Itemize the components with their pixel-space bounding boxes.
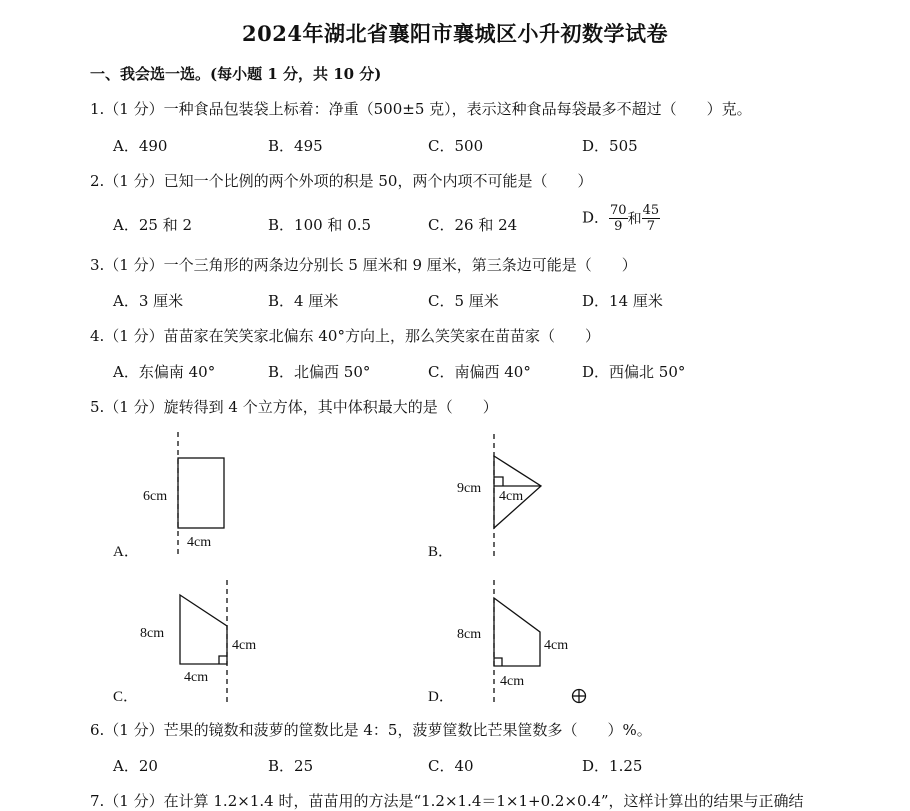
fig-c-right-label: 4cm [232,638,257,653]
q1-option-c[interactable]: C．500 [428,137,484,155]
q2-option-c[interactable]: C．26 和 24 [428,216,518,234]
q2-option-d[interactable]: D． $\frac{70}{9}$ 和 $\frac{45}{7}$ [582,203,660,234]
fig-a-height-label: 6cm [143,489,168,504]
section-heading: 一、我会选一选。(每小题 1 分，共 10 分) [90,65,382,83]
q2-option-a[interactable]: A．25 和 2 [113,216,192,234]
q2-option-b[interactable]: B．100 和 0.5 [268,216,372,234]
fig-a-rectangle [178,458,224,528]
question-6: 6.（1 分）芒果的镜数和菠萝的筐数比是 4：5，菠萝筐数比芒果筐数多（ ）%。 [90,721,652,739]
q4-option-d[interactable]: D．西偏北 50° [582,363,686,381]
fig-a-letter: A． [113,544,139,560]
q3-option-c[interactable]: C．5 厘米 [428,292,499,310]
q6-option-d[interactable]: D．1.25 [582,757,643,775]
fig-c-letter: C． [113,689,139,705]
q3-option-d[interactable]: D．14 厘米 [582,292,663,310]
fig-c-left-label: 8cm [140,626,165,641]
question-7: 7.（1 分）在计算 1.2×1.4 时，苗苗用的方法是“1.2×1.4＝1×1+0.2×0.4”，这样计算出的结果与正确结 [90,792,804,810]
fig-d-bottom-label: 4cm [500,674,525,689]
q6-option-a[interactable]: A．20 [113,757,158,775]
q1-option-a[interactable]: A．490 [113,137,168,155]
q4-option-b[interactable]: B．北偏西 50° [268,363,371,381]
question-5: 5.（1 分）旋转得到 4 个立方体，其中体积最大的是（ ） [90,398,498,416]
q3-option-b[interactable]: B．4 厘米 [268,292,339,310]
q3-option-a[interactable]: A．3 厘米 [113,292,184,310]
q6-option-c[interactable]: C．40 [428,757,474,775]
question-4: 4.（1 分）苗苗家在笑笑家北偏东 40°方向上，那么笑笑家在苗苗家（ ） [90,327,600,345]
fig-b-right-angle [494,477,503,486]
question-2: 2.（1 分）已知一个比例的两个外项的积是 50，两个内项不可能是（ ） [90,172,593,190]
fig-b-letter: B． [428,544,454,560]
q6-option-b[interactable]: B．25 [268,757,314,775]
fig-c-trapezoid [180,595,227,664]
fig-d-right-angle [494,658,502,666]
q4-option-c[interactable]: C．南偏西 40° [428,363,531,381]
fig-d-trapezoid [494,598,540,666]
fig-a-width-label: 4cm [187,535,212,550]
page-title: 2024年湖北省襄阳市襄城区小升初数学试卷 [242,21,668,46]
fig-d-right-label: 4cm [544,638,569,653]
q1-option-b[interactable]: B．495 [268,137,323,155]
fig-c-right-angle [219,656,227,664]
fraction-45-7: $\frac{45}{7}$ [642,203,660,234]
q2-option-d-letter: D． [582,208,610,227]
fig-c-bottom-label: 4cm [184,670,209,685]
q4-option-a[interactable]: A．东偏南 40° [113,363,216,381]
fig-d-left-label: 8cm [457,627,482,642]
question-1: 1.（1 分）一种食品包装袋上标着：净重（500±5 克），表示这种食品每袋最多不超过（ ）克。 [90,100,752,118]
fig-b-width-label: 4cm [499,489,524,504]
question-3: 3.（1 分）一个三角形的两条边分别长 5 厘米和 9 厘米，第三条边可能是（ ） [90,256,637,274]
fig-b-height-label: 9cm [457,481,482,496]
q1-option-d[interactable]: D．505 [582,137,638,155]
fraction-70-9: $\frac{70}{9}$ [610,203,627,234]
fig-d-letter: D． [428,689,454,705]
